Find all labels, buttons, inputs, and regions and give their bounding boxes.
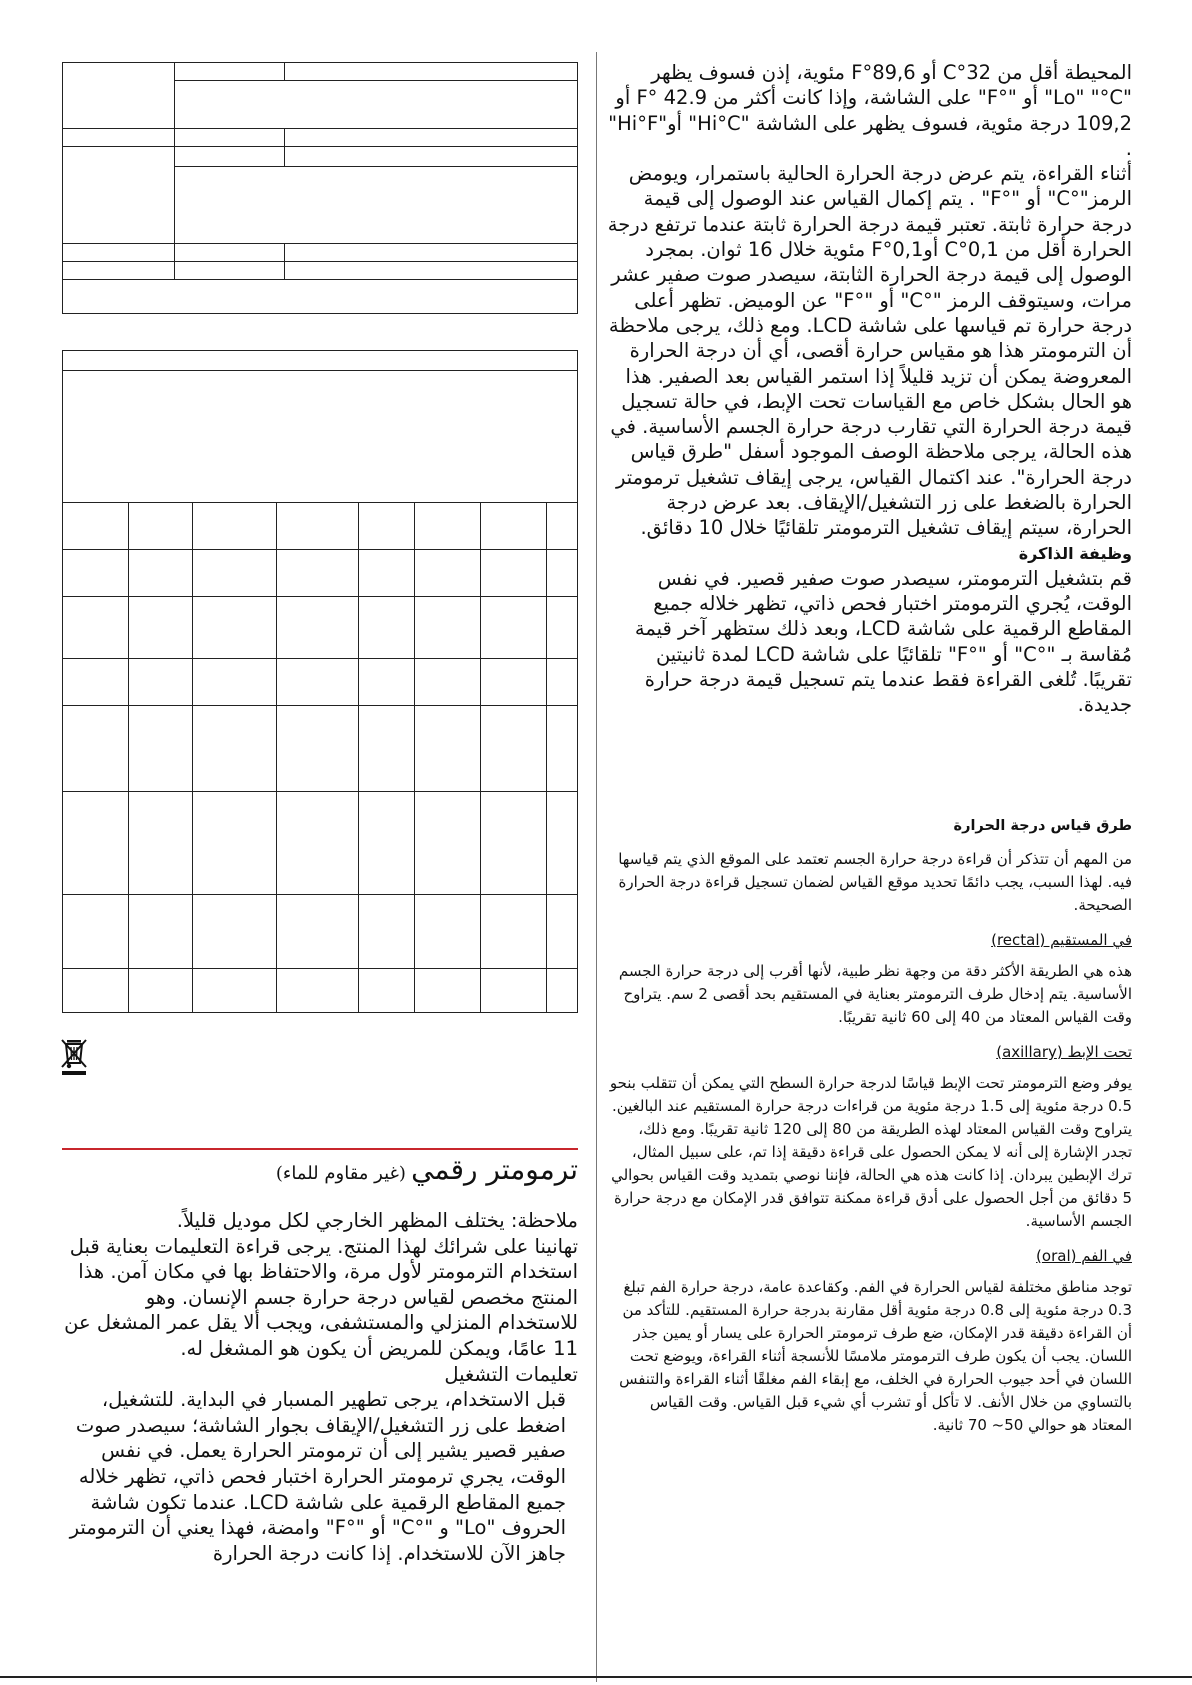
ambient-temperature-paragraph: المحيطة أقل من 32°C أو 89,6°F مئوية، إذن فسوف يظهر "Lo" "°C" أو "°F" على الشاشة، وإذا كانت أكثر من 42.9 °F أو 109,2 درجة مئوية، فسوف يظهر على الشاشة "Hi°C" أو"Hi°F" . xyxy=(608,61,1132,160)
oral-heading: في الفم (oral) xyxy=(1036,1247,1132,1265)
page-bottom-rule xyxy=(0,1676,1192,1678)
empty-table-top xyxy=(62,62,578,314)
right-column-lower xyxy=(606,815,1132,1437)
table-row xyxy=(63,129,578,147)
empty-table-bottom xyxy=(62,350,578,1013)
memory-heading: وظيفة الذاكرة xyxy=(1018,543,1132,563)
rectal-heading: في المستقيم (rectal) xyxy=(991,931,1132,949)
crossed-out-wheelie-bin-icon xyxy=(58,1037,90,1077)
table-row xyxy=(63,147,578,167)
table-row xyxy=(63,262,578,280)
table-row xyxy=(63,597,578,659)
product-title xyxy=(62,1153,578,1186)
right-column-upper xyxy=(606,60,1132,717)
section-divider xyxy=(62,1148,578,1150)
methods-heading: طرق قياس درجة الحرارة xyxy=(953,818,1132,834)
intro-paragraph: تهانينا على شرائك لهذا المنتج. يرجى قراءة التعليمات بعناية قبل استخدام الترمومتر لأول مرة، والاحتفاظ بها في مكان آمن. هذا المنتج مخصص لقياس درجة حرارة جسم الإنسان. وهو للاستخدام المنزلي والمستشفى، ويجب ألا يقل عمر المشغل عن 11 عامًا، ويمكن للمريض أن يكون هو المشغل له. xyxy=(64,1234,578,1360)
table-row xyxy=(63,63,578,81)
table-row xyxy=(63,659,578,706)
table-row xyxy=(63,792,578,895)
column-divider xyxy=(596,52,597,1682)
table-row xyxy=(63,244,578,262)
methods-intro: من المهم أن تتذكر أن قراءة درجة حرارة الجسم تعتمد على الموقع الذي يتم قياسها فيه. لهذا السبب، يجب دائمًا تحديد موقع القياس لضمان تسجيل قراءة درجة الحرارة الصحيحة. xyxy=(618,850,1132,914)
operating-instructions-heading: تعليمات التشغيل xyxy=(444,1362,578,1386)
table-row xyxy=(63,895,578,969)
table-row xyxy=(63,280,578,314)
product-title-main: ترمومتر رقمي xyxy=(411,1153,578,1186)
note-paragraph: ملاحظة: يختلف المظهر الخارجي لكل موديل قليلاً. xyxy=(176,1209,578,1232)
table-row xyxy=(63,503,578,550)
operating-instructions-paragraph: قبل الاستخدام، يرجى تطهير المسبار في البداية. للتشغيل، اضغط على زر التشغيل/الإيقاف بجوار الشاشة؛ سيصدر صوت صفير قصير يشير إلى أن ترمومتر الحرارة يعمل. في نفس الوقت، يجري ترمومتر الحرارة اختبار فحص ذاتي، تظهر خلاله جميع المقاطع الرقمية على شاشة LCD. عندما تكون شاشة الحروف "Lo" و "°C" أو "°F" وامضة، فهذا يعني أن الترمومتر جاهز الآن للاستخدام. إذا كانت درجة الحرارة xyxy=(69,1388,566,1565)
rectal-paragraph: هذه هي الطريقة الأكثر دقة من وجهة نظر طبية، لأنها أقرب إلى درجة حرارة الجسم الأساسية. يتم إدخال طرف الترمومتر بعناية في المستقيم بحد أقصى 2 سم. يتراوح وقت القياس المعتاد من 40 إلى 60 ثانية تقريبًا. xyxy=(618,962,1132,1026)
memory-paragraph: قم بتشغيل الترمومتر، سيصدر صوت صفير قصير. في نفس الوقت، يُجري الترمومتر اختبار فحص ذاتي، تظهر خلاله جميع المقاطع الرقمية على شاشة LCD، وبعد ذلك ستظهر آخر قيمة مُقاسة بـ "°C" أو "°F" تلقائيًا على شاشة LCD لمدة ثانيتين تقريبًا. تُلغى القراءة فقط عندما يتم تسجيل قيمة درجة حرارة جديدة. xyxy=(634,566,1132,717)
table-row xyxy=(63,969,578,1013)
table-row xyxy=(63,550,578,597)
table-row xyxy=(63,371,578,503)
product-title-sub: (غير مقاوم للماء) xyxy=(275,1163,406,1184)
oral-paragraph: توجد مناطق مختلفة لقياس الحرارة في الفم. وكقاعدة عامة، درجة حرارة الفم تبلغ 0.3 درجة مئوية إلى 0.8 درجة مئوية أقل مقارنة بدرجة حرارة المستقيم. للتأكد من أن القراءة دقيقة قدر الإمكان، ضع طرف ترمومتر الحرارة على يسار أو يمين جذر اللسان. يجب أن يكون طرف الترمومتر ملامسًا للأنسجة أثناء القراءة، ويوضع تحت اللسان في أحد جيوب الحرارة في الخلف، مع إبقاء الفم مغلقًا أثناء القراءة والتنفس بالتساوي من خلال الأنف. لا تأكل أو تشرب أي شيء قبل القياس. وقت القياس المعتاد هو حوالي 50~ 70 ثانية. xyxy=(619,1278,1132,1434)
axillary-heading: تحت الإبط (axillary) xyxy=(996,1043,1132,1061)
axillary-paragraph: يوفر وضع الترمومتر تحت الإبط قياسًا لدرجة حرارة السطح التي يمكن أن تتقلب بنحو 0.5 درجة مئوية إلى 1.5 درجة مئوية من قراءات درجة حرارة المستقيم عند البالغين. يتراوح وقت القياس المعتاد لهذه الطريقة من 80 إلى 120 ثانية تقريبًا. ومع ذلك، تجدر الإشارة إلى أنه لا يمكن الحصول على قراءة دقيقة إذا تم، على سبيل المثال، ترك الإبطين يبردان. إذا كانت هذه هي الحالة، فإننا نوصي بتمديد وقت القياس بحوالي 5 دقائق من أجل الحصول على أدق قراءة ممكنة تتوافق قدر الإمكان مع درجة حرارة الجسم الأساسية. xyxy=(609,1074,1132,1230)
reading-paragraph: أثناء القراءة، يتم عرض درجة الحرارة الحالية باستمرار، ويومض الرمز"°C" أو "°F" . يتم إكمال القياس عند الوصول إلى قيمة درجة حرارة ثابتة. تعتبر قيمة درجة الحرارة ثابتة عندما ترتفع درجة الحرارة أقل من 0,1°C أو0,1°F مئوية خلال 16 ثوان. بمجرد الوصول إلى قيمة درجة الحرارة الثابتة، سيصدر صوت صفير عشر مرات، وسيتوقف الرمز "°C" أو "°F" عن الوميض. تظهر أعلى درجة حرارة تم قياسها على شاشة LCD. ومع ذلك، يرجى ملاحظة أن الترمومتر هذا هو مقياس حرارة أقصى، أي أن درجة الحرارة المعروضة يمكن أن تزيد قليلاً إذا استمر القياس بعد الصفير. هذا هو الحال بشكل خاص مع القياسات تحت الإبط، في حالة تسجيل قيمة درجة الحرارة التي تقارب درجة حرارة الجسم الأساسية. في هذه الحالة، يرجى ملاحظة الوصف الموجود أسفل "طرق قياس درجة الحرارة". عند اكتمال القياس، يرجى إيقاف تشغيل ترمومتر الحرارة بالضغط على زر التشغيل/الإيقاف. بعد عرض درجة الحرارة، سيتم إيقاف تشغيل الترمومتر تلقائيًا خلال 10 دقائق. xyxy=(607,162,1132,540)
intro-text xyxy=(62,1208,578,1566)
table-row xyxy=(63,706,578,792)
table-row xyxy=(63,351,578,371)
